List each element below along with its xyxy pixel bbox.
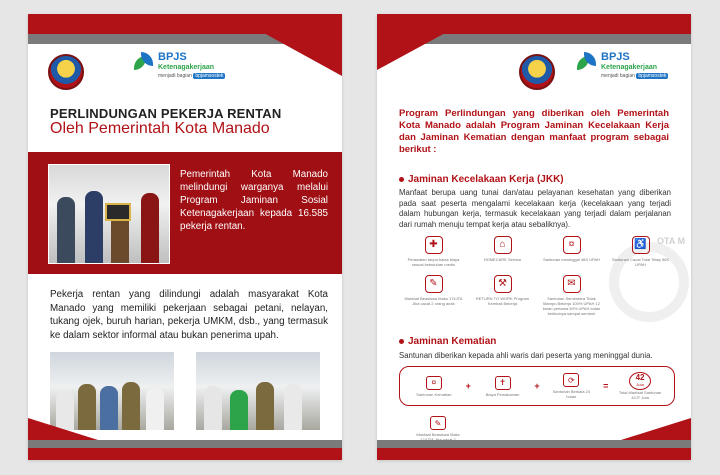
manado-city-seal-icon	[48, 54, 84, 90]
top-left-red-triangle	[377, 32, 447, 70]
jkk-benefit-caption: Perawatan tanpa batas biaya sesuai kebutuhan medis	[407, 257, 460, 267]
scholarship-icon: ✎	[425, 275, 443, 293]
jkk-benefit-item	[606, 236, 675, 267]
jkk-benefit-item	[399, 275, 468, 316]
total-bubble: 42 Juta	[629, 372, 651, 390]
disability-icon: ♿	[632, 236, 650, 254]
bpjs-logo	[134, 52, 225, 80]
plus-icon: +	[465, 381, 471, 391]
equals-icon: =	[603, 381, 609, 391]
jkk-benefit-caption: Santunan meninggal 48X UPAH	[543, 257, 600, 262]
jkk-benefit-item	[468, 275, 537, 316]
jkk-benefit-item	[468, 236, 537, 267]
jkm-scholarship: ✎ Manfaat Beasiswa Maks	[415, 416, 461, 447]
bottom-left-red-triangle	[28, 418, 98, 440]
jkk-benefit-grid	[399, 236, 675, 316]
poster-page-1	[28, 14, 342, 460]
hero-photo	[48, 164, 170, 264]
bpjs-name: BPJS	[601, 51, 630, 63]
hospital-icon: ✚	[425, 236, 443, 254]
jkm-description: Santunan diberikan kepada ahli waris dari peserta yang meninggal dunia.	[399, 351, 653, 360]
bpjs-tagline: menjadi bagian bpjamsostek	[601, 73, 667, 79]
bpjs-leaf-icon	[577, 52, 597, 72]
manado-city-seal-icon	[519, 54, 555, 90]
jkk-benefit-item	[537, 275, 606, 316]
page-subtitle: Oleh Pemerintah Kota Manado	[50, 120, 270, 137]
bottom-right-red-triangle	[621, 418, 691, 440]
bpjs-name: BPJS	[158, 51, 187, 63]
jkm-total: 42 Juta Total Manfaat Santunan 42JT Juta	[618, 373, 662, 400]
bottom-grey-band	[28, 440, 342, 448]
bullet-icon	[399, 339, 404, 344]
jkm-item-funeral-cost: ✝ Biaya Pemakaman	[479, 376, 527, 397]
page-title: PERLINDUNGAN PEKERJA RENTAN	[50, 106, 282, 121]
return-to-work-icon: ⚒	[494, 275, 512, 293]
jkk-benefit-caption: RETURN TO WORK Program Kembali Bekerja	[475, 296, 530, 306]
bottom-red-band	[28, 448, 342, 460]
jkk-benefit-item	[399, 236, 468, 267]
jkk-heading: Jaminan Kecelakaan Kerja (JKK)	[399, 174, 564, 185]
top-red-band	[377, 14, 691, 34]
bpjs-sub: Ketenagakerjaan	[158, 64, 215, 71]
jkk-benefit-caption: HOMECARE Service	[483, 257, 522, 262]
bpjs-logo	[577, 52, 668, 80]
poster-page-2	[377, 14, 691, 460]
periodic-benefit-icon: ⟳	[563, 373, 579, 387]
funeral-cost-icon: ✝	[495, 376, 511, 390]
jkm-item-death-benefit: ¤ Santunan Kematian	[410, 376, 458, 397]
temporary-allowance-icon: ✉	[563, 275, 581, 293]
bullet-icon	[399, 177, 404, 182]
compensation-icon: ¤	[563, 236, 581, 254]
top-red-band	[28, 14, 342, 34]
jkm-benefit-box	[399, 366, 675, 406]
bottom-red-band	[377, 448, 691, 460]
photo-handover-right	[196, 352, 320, 430]
jkk-benefit-caption: Manfaat Beasiswa Maks 174JTA Jika cacat 2 orang anak	[404, 296, 463, 306]
body-paragraph: Pekerja rentan yang dilindungi adalah masyarakat Kota Manado yang memiliki pekerjaan sebagai petani, nelayan, tukang ojek, buruh harian, pekerja UMKM, dsb., yang termasuk ke dalam sektor informal atau bukan penerima upah.	[50, 289, 328, 341]
jkk-benefit-caption: Santunan Cacat Total Tetap 56X UPAH	[611, 257, 670, 267]
hero-text: Pemerintah Kota Manado melindungi warganya melalui Program Jaminan Sosial Ketenagakerjaan kepada 16.585 pekerja rentan.	[180, 169, 328, 232]
jkk-description: Manfaat berupa uang tunai dan/atau pelayanan kesehatan yang diberikan pada saat peserta mengalami kecelakaan kerja (kecelakaan yang terjadi dalam hubungan kerja, termasuk kecelakaan yang terjadi dalam perjalanan dari rumah menuju tempat kerja atau sebaliknya).	[399, 188, 671, 229]
homecare-icon: ⌂	[494, 236, 512, 254]
jkm-heading: Jaminan Kematian	[399, 336, 496, 347]
scholarship-icon: ✎	[430, 416, 446, 430]
bottom-grey-band	[377, 440, 691, 448]
bpjs-leaf-icon	[134, 52, 154, 72]
plus-icon: +	[534, 381, 540, 391]
jkk-benefit-item	[537, 236, 606, 267]
bpjs-tagline: menjadi bagian bpjamsostek	[158, 73, 224, 79]
death-benefit-icon: ¤	[426, 376, 442, 390]
bpjs-sub: Ketenagakerjaan	[601, 64, 658, 71]
jkm-item-periodic-benefit: ⟳ Santunan Berkala 24 bulan	[547, 373, 595, 399]
top-right-red-triangle	[262, 32, 342, 76]
watermark-text: OTA M	[657, 236, 685, 246]
jkk-benefit-caption: Santunan Sementara Tidak Mampu Bekerja 100% UPAH 12 bulan pertama 50% UPAH bulan berikutnya sampai sembuh	[542, 296, 601, 316]
program-intro: Program Perlindungan yang diberikan oleh Pemerintah Kota Manado adalah Program Jaminan Kecelakaan Kerja dan Jaminan Kematian dengan manfaat program sebagai berikut :	[399, 108, 669, 155]
